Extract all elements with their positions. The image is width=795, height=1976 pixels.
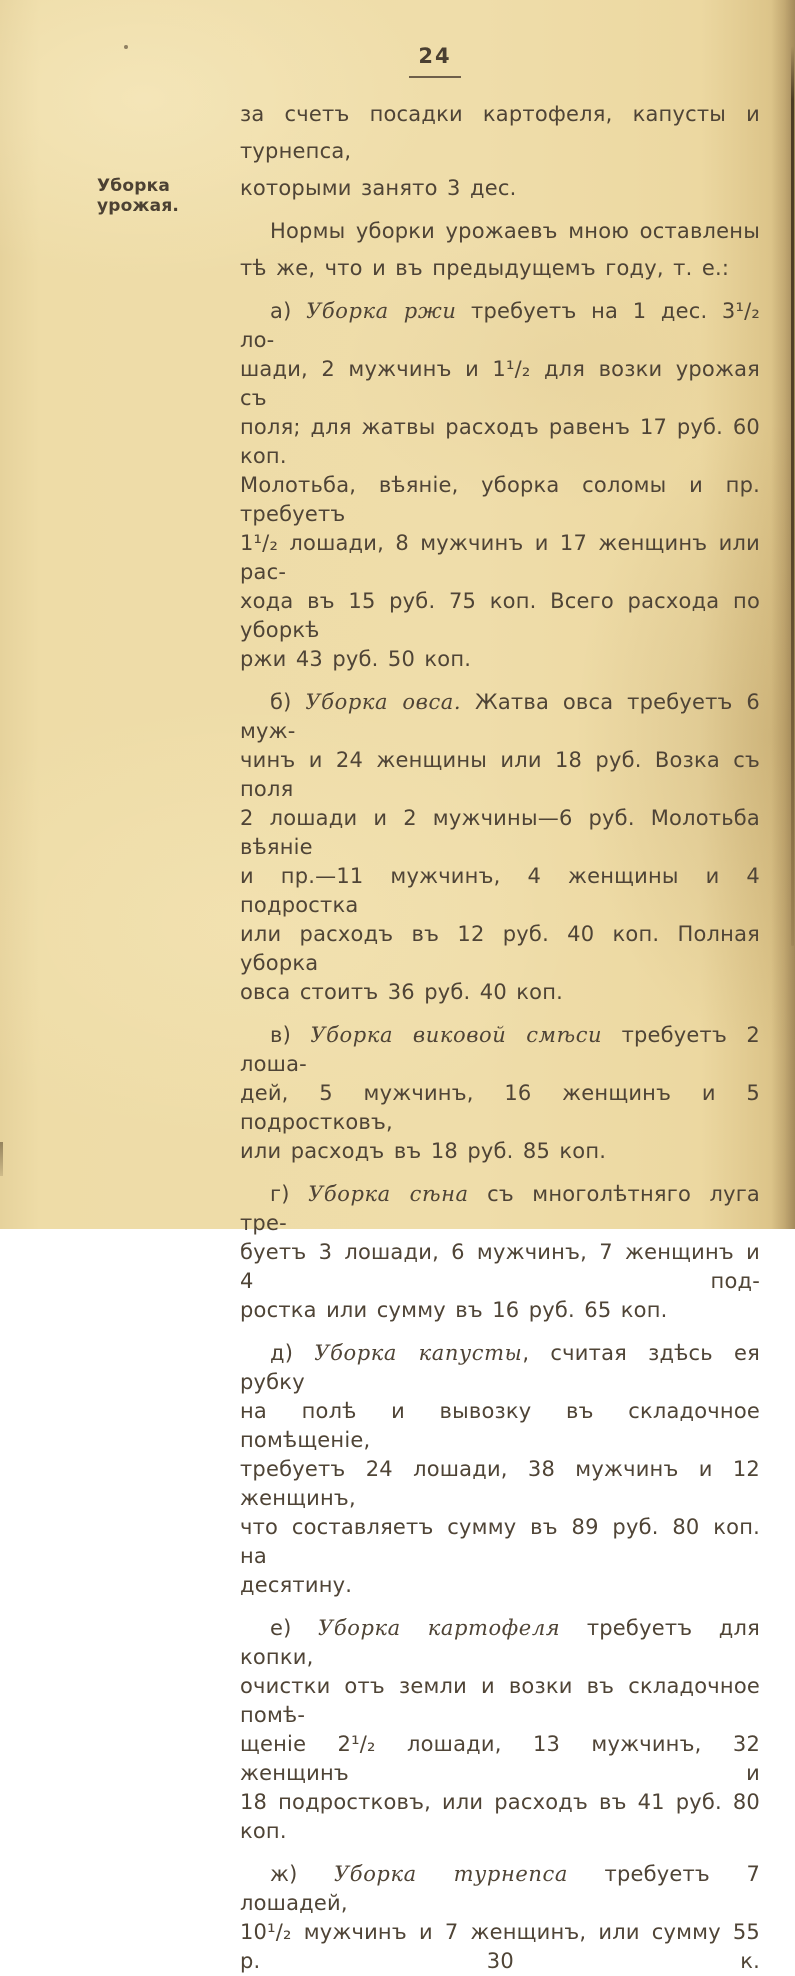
italic-heading: Уборка сѣна [308, 1182, 469, 1206]
text-line: е) Уборка картофеля требуетъ для копки, [240, 1616, 760, 1669]
text-line: овса стоитъ 36 руб. 40 коп. [240, 980, 564, 1004]
text-line: за счетъ посадки картофеля, капусты и турнепса, [240, 102, 760, 163]
text-line: требуетъ 24 лошади, 38 мужчинъ и 12 женщинъ, [240, 1457, 760, 1510]
text-line: или расходъ въ 18 руб. 85 коп. [240, 1139, 607, 1163]
text-line: которыми занято 3 дес. [240, 176, 517, 200]
italic-heading: Уборка виковой смѣси [310, 1023, 603, 1047]
paragraph-item-a-rye [240, 297, 760, 674]
paragraph-item-b-oats [240, 688, 760, 1007]
text-line: 18 подростковъ, или расходъ въ 41 руб. 80 коп. [240, 1790, 760, 1843]
paragraph-item-v-vetch-mix [240, 1021, 760, 1166]
text-line: дей, 5 мужчинъ, 16 женщинъ и 5 подростковъ, [240, 1081, 760, 1134]
italic-heading: Уборка капусты [314, 1341, 523, 1365]
text-line: 10¹/₂ мужчинъ и 7 женщинъ, или сумму 55 р. 30 к. [240, 1920, 760, 1973]
text-line: щеніе 2¹/₂ лошади, 13 мужчинъ, 32 женщинъ и [240, 1732, 760, 1785]
text-line: и пр.—11 мужчинъ, 4 женщины и 4 подростка [240, 864, 760, 917]
text-line: в) Уборка виковой смѣси требуетъ 2 лоша- [240, 1023, 760, 1076]
text-line: десятину. [240, 1573, 353, 1597]
italic-heading: Уборка картофеля [318, 1616, 561, 1640]
text-line: д) Уборка капусты, считая здѣсь ея рубку [240, 1341, 760, 1394]
text-line: а) Уборка ржи требуетъ на 1 дес. 3¹/₂ ло- [240, 299, 761, 352]
margin-note: Уборка урожая. [97, 176, 180, 216]
paragraph-item-d-cabbage [240, 1339, 760, 1600]
text-line: б) Уборка овса. Жатва овса требуетъ 6 муж- [240, 690, 760, 743]
text-line: или расходъ въ 12 руб. 40 коп. Полная уборка [240, 922, 760, 975]
paragraph-item-g-hay [240, 1180, 760, 1325]
paragraph-item-e-potato [240, 1614, 760, 1846]
text-line: 2 лошади и 2 мужчины—6 руб. Молотьба вѣяніе [240, 806, 760, 859]
text-line: 1¹/₂ лошади, 8 мужчинъ и 17 женщинъ или рас- [240, 531, 760, 584]
text-line: тѣ же, что и въ предыдущемъ году, т. е.: [240, 256, 730, 280]
page-number: 24 [418, 44, 452, 68]
text-line: г) Уборка сѣна съ многолѣтняго луга тре- [240, 1182, 760, 1235]
paragraph-intro-continuation [240, 96, 760, 207]
italic-heading: Уборка турнепса [334, 1862, 569, 1886]
text-line: очистки отъ земли и возки въ складочное помѣ- [240, 1674, 760, 1727]
text-line: ржи 43 руб. 50 коп. [240, 647, 472, 671]
text-line: что составляетъ сумму въ 89 руб. 80 коп. на [240, 1515, 760, 1568]
page-number-block [399, 44, 471, 78]
text-line: хода въ 15 руб. 75 коп. Всего расхода по уборкѣ [240, 589, 760, 642]
text-line: шади, 2 мужчинъ и 1¹/₂ для возки урожая съ [240, 357, 760, 410]
italic-heading: Уборка ржи [306, 299, 457, 323]
paragraph-harvest-norms [240, 213, 760, 287]
text-line: ж) Уборка турнепса требуетъ 7 лошадей, [240, 1862, 761, 1915]
text-line: поля; для жатвы расходъ равенъ 17 руб. 60 коп. [240, 415, 760, 468]
paper-speck [124, 45, 128, 49]
italic-heading: Уборка овса. [305, 690, 462, 714]
paragraph-item-zh-turnip [240, 1860, 760, 1976]
text-line: на полѣ и вывозку въ складочное помѣщеніе, [240, 1399, 760, 1452]
text-line: ростка или сумму въ 16 руб. 65 коп. [240, 1298, 668, 1322]
text-line: буетъ 3 лошади, 6 мужчинъ, 7 женщинъ и 4 под- [240, 1240, 760, 1293]
text-line: Нормы уборки урожаевъ мною оставлены [270, 219, 760, 243]
text-line: Молотьба, вѣяніе, уборка соломы и пр. требуетъ [240, 473, 760, 526]
page-edge-line [791, 46, 794, 946]
page-number-rule [409, 76, 461, 78]
text-line: чинъ и 24 женщины или 18 руб. Возка съ поля [240, 748, 760, 801]
text-column [240, 96, 760, 1976]
paper-speck-left [0, 1142, 3, 1176]
